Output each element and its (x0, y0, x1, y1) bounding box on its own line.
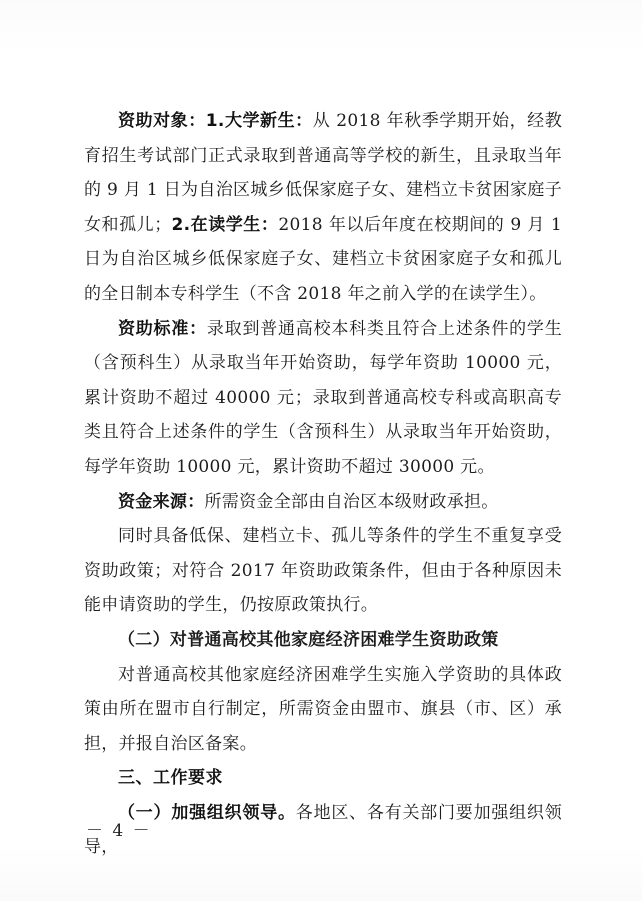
label-funding-targets: 资助对象： (118, 111, 206, 131)
label-new-students: 1.大学新生： (205, 111, 313, 131)
text-funding-standard: 录取到普通高校本科类且符合上述条件的学生（含预科生）从录取当年开始资助，每学年资助 10000 元，累计资助不超过 40000 元；录取到普通高校专科或高职高专类且符合上述条件的学生（含预科生）从录取当年开始资助，每学年资助 10000 元，累计资助不超过 30000 元。 (84, 318, 563, 477)
text-no-duplicate-aid: 同时具备低保、建档立卡、孤儿等条件的学生不重复享受资助政策；对符合 2017 年资助政策条件，但由于各种原因未能申请资助的学生，仍按原政策执行。 (84, 526, 562, 616)
text-funding-source: 所需资金全部由自治区本级财政承担。 (204, 491, 499, 512)
paragraph-no-duplicate-aid (84, 519, 562, 623)
text-organization-leadership: 各地区、各有关部门要加强组织领导， (84, 802, 563, 858)
label-current-students: 2.在读学生： (171, 214, 279, 235)
label-funding-standard: 资助标准： (118, 318, 207, 339)
text-other-students-policy: 对普通高校其他家庭经济困难学生实施入学资助的具体政策由所在盟市自行制定，所需资金由盟市、旗县（市、区）承担，并报自治区备案。 (84, 664, 562, 754)
subheading-other-students-policy: （二）对普通高校其他家庭经济困难学生资助政策 (118, 629, 499, 650)
document-body (84, 104, 562, 865)
paragraph-other-students-policy (84, 658, 562, 762)
heading-work-requirements: 三、工作要求 (118, 768, 223, 789)
text-new-students: 从 2018 年秋季学期开始，经教育招生考试部门正式录取到普通高等学校的新生，且录取当年的 9 月 1 日为自治区城乡低保家庭子女、建档立卡贫困家庭子女和孤儿； (84, 111, 563, 235)
text-current-students: 2018 年以后年度在校期间的 9 月 1 日为自治区城乡低保家庭子女、建档立卡贫困家庭子女和孤儿的全日制本专科学生（不含 2018 年之前入学的在读学生）。 (84, 214, 563, 304)
paragraph-funding-source (84, 485, 562, 520)
paragraph-funding-targets (84, 104, 562, 312)
paragraph-organization-leadership (84, 796, 562, 865)
paragraph-funding-standard (84, 312, 562, 485)
page-number: － 4 － (86, 821, 152, 841)
label-funding-source: 资金来源： (118, 491, 205, 512)
label-organization-leadership: （一）加强组织领导。 (118, 802, 296, 823)
